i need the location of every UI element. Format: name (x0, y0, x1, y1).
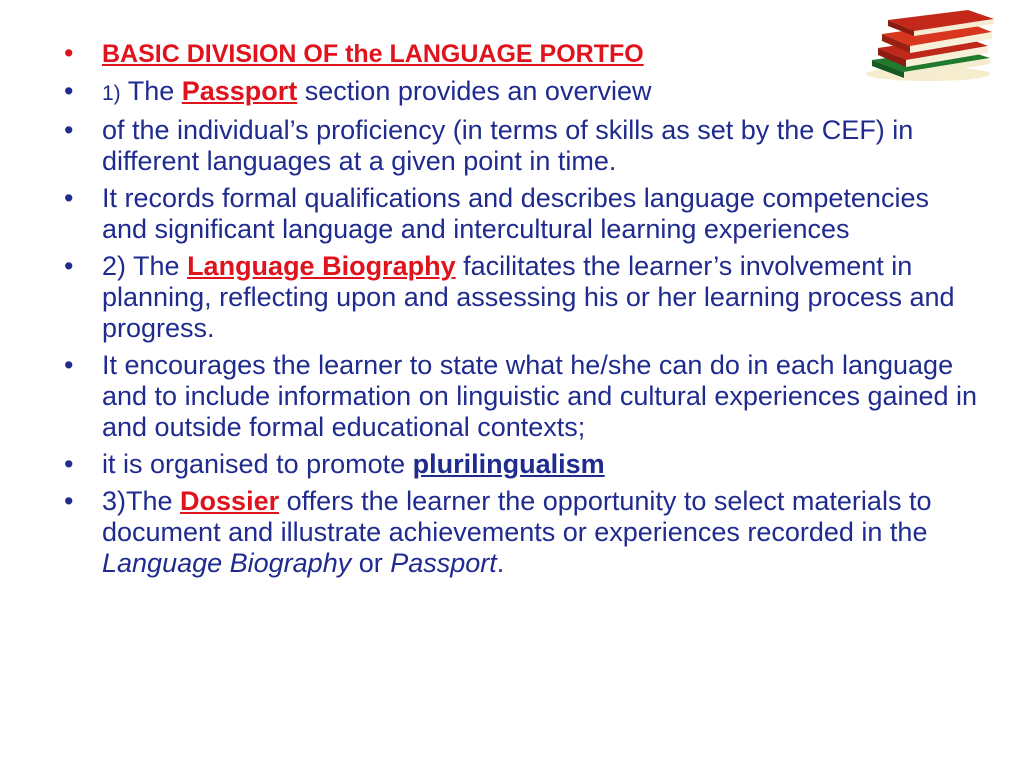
bullet-marker: • (64, 251, 74, 281)
italic-language-biography: Language Biography (102, 548, 352, 578)
bullet-marker: • (64, 486, 74, 516)
bullet-text: offers the learner the opportunity to select materials to document and illustrate achievements or experiences recorded in the (102, 486, 932, 547)
bullet-proficiency (60, 115, 980, 177)
bullet-marker: • (64, 350, 74, 380)
bullet-marker: • (64, 115, 74, 145)
bullet-records (60, 183, 980, 245)
bullet-text: The (120, 76, 182, 106)
heading-item (60, 38, 980, 70)
item-number: 1) (102, 82, 121, 105)
bullet-encourages (60, 350, 980, 443)
bullet-passport (60, 76, 980, 109)
bullet-marker: • (64, 449, 74, 479)
bullet-text: it is organised to promote (102, 449, 413, 479)
bullet-marker: • (64, 76, 74, 106)
bullet-text: facilitates the learner’s involvement in planning, reflecting upon and assessing his or her learning process and progress. (102, 251, 955, 343)
bullet-text: 2) The (102, 251, 188, 281)
bullet-text: 3)The (102, 486, 181, 516)
bullet-list (60, 38, 980, 585)
bullet-biography (60, 251, 980, 344)
bullet-plurilingualism (60, 449, 980, 480)
term-passport: Passport (181, 76, 298, 106)
bullet-text: It records formal qualifications and describes language competencies and significant language and intercultural learning experiences (102, 183, 929, 244)
bullet-text: of the individual’s proficiency (in terms of skills as set by the CEF) in different languages at a given point in time. (102, 115, 914, 176)
bullet-marker: • (64, 183, 74, 213)
term-language-biography: Language Biography (187, 251, 456, 281)
bullet-text: It encourages the learner to state what he/she can do in each language and to include information on linguistic and cultural experiences gained in and outside formal educational contexts; (102, 350, 978, 442)
bullet-text: section provides an overview (297, 76, 652, 106)
slide-heading: BASIC DIVISION OF the LANGUAGE PORTFO (102, 40, 644, 68)
bullet-dossier (60, 486, 980, 579)
bullet-text: or (351, 548, 391, 578)
bullet-text: . (496, 548, 505, 578)
term-plurilingualism: plurilingualism (412, 449, 605, 479)
italic-passport: Passport (390, 548, 497, 578)
bullet-marker: • (64, 38, 74, 68)
term-dossier: Dossier (180, 486, 280, 516)
